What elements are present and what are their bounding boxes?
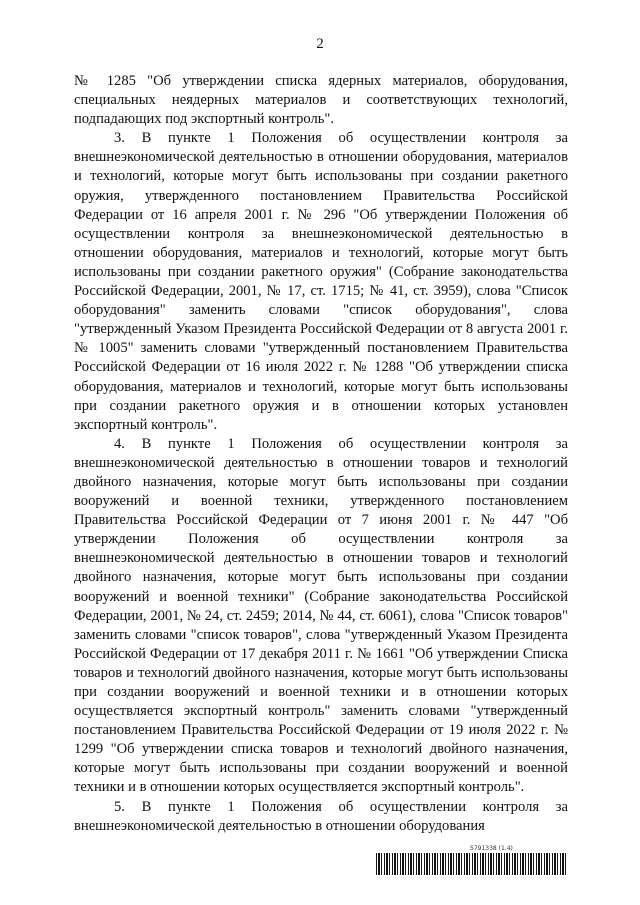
document-id-label: 5791338 (1.4) — [470, 845, 513, 852]
barcode-image — [376, 853, 568, 875]
page-number: 2 — [316, 36, 324, 52]
paragraph-item-3: 3. В пункте 1 Положения об осуществлении контроля за внешнеэкономической деятельностью в отношении оборудования, материалов и технологий, которые могут быть использованы при создании ракетного оружия, утвержденного постановлением Правительства Российской Федерации от 16 апреля 2001 г. № 296 "Об утверждении Положения об осуществлении контроля за внешнеэкономической деятельностью в отношении оборудования, материалов и технологий, которые могут быть использованы при создании ракетного оружия" (Собрание законодательства Российской Федерации, 2001, № 17, ст. 1715; № 41, ст. 3959), слова "Список оборудования" заменить словами "список оборудования", слова "утвержденный Указом Президента Российской Федерации от 8 августа 2001 г. № 1005" заменить словами "утвержденный постановлением Правительства Российской Федерации от 16 июля 2022 г. № 1288 "Об утверждении списка оборудования, материалов и технологий, которые могут быть использованы при создании ракетного оружия и в отношении которых установлен экспортный контроль". — [74, 130, 568, 433]
paragraph-item-5: 5. В пункте 1 Положения об осуществлении контроля за внешнеэкономической деятельностью в отношении оборудования — [74, 798, 568, 834]
paragraph-item-4: 4. В пункте 1 Положения об осуществлении контроля за внешнеэкономической деятельностью в отношении товаров и технологий двойного назначения, которые могут быть использованы при создании вооружений и военной техники, утвержденного постановлением Правительства Российской Федерации от 7 июня 2001 г. № 447 "Об утверждении Положения об осуществлении контроля за внешнеэкономической деятельностью в отношении товаров и технологий двойного назначения, которые могут быть использованы при создании вооружений и военной техники" (Собрание законодательства Российской Федерации, 2001, № 24, ст. 2459; 2014, № 44, ст. 6061), слова "Список товаров" заменить словами "список товаров", слова "утвержденный Указом Президента Российской Федерации от 17 декабря 2011 г. № 1661 "Об утверждении Списка товаров и технологий двойного назначения, которые могут быть использованы при создании вооружений и военной техники и в отношении которых осуществляется экспортный контроль" заменить словами "утвержденный постановлением Правительства Российской Федерации от 19 июля 2022 г. № 1299 "Об утверждении списка товаров и технологий двойного назначения, которые могут быть использованы при создании вооружений и военной техники и в отношении которых осуществляется экспортный контроль". — [74, 435, 568, 796]
document-body — [74, 72, 568, 836]
paragraph-continuation: № 1285 "Об утверждении списка ядерных материалов, оборудования, специальных неядерных материалов и соответствующих технологий, подпадающих под экспортный контроль". — [74, 73, 568, 128]
